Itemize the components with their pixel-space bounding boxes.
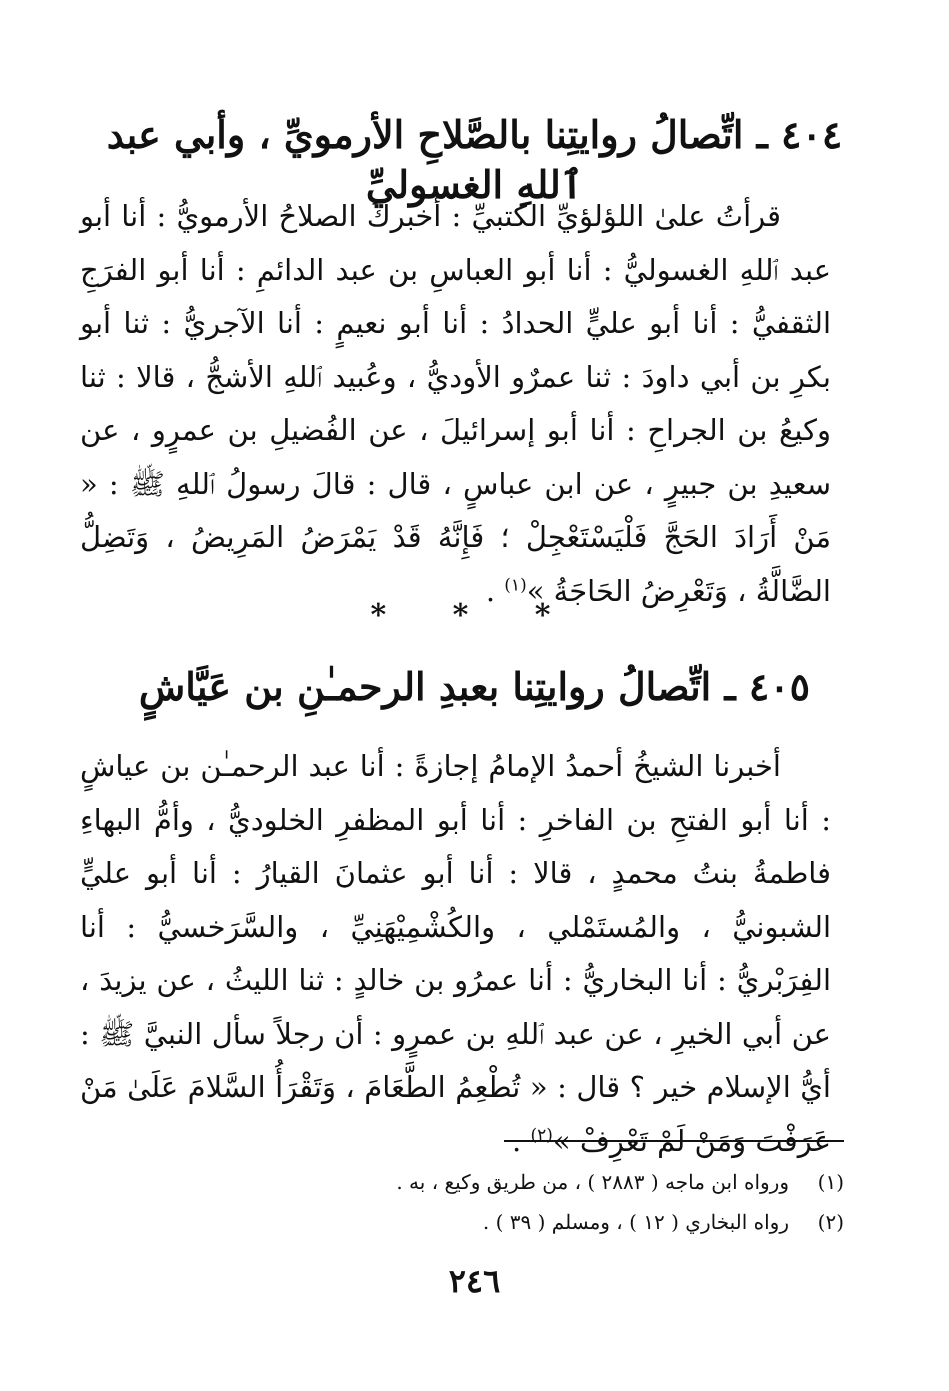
footnote-ref-1: (١) <box>504 574 527 595</box>
footnote-2 <box>200 1202 844 1242</box>
section-404-body: قرأتُ علىٰ اللؤلؤيِّ الكتبيِّ : أخبركَ الصلاحُ الأرمويُّ : أنا أبو عبد ٱللهِ الغسوليُّ : أنا أبو العباسِ بن عبد الدائمِ : أنا أبو الفرَجِ الثقفيُّ : أنا أبو عليٍّ الحدادُ : أنا أبو نعيمٍ : أنا الآجريُّ : ثنا أبو بكرِ بن أبي داودَ : ثنا عمرٌو الأوديُّ ، وعُبيد ٱللهِ الأشجُّ ، قالا : ثنا وكيعُ بن الجراحِ : أنا أبو إسرائيلَ ، عن الفُضيلِ بن عمرٍو ، عن سعيدِ بن جبيرٍ ، عن ابن عباسٍ ، قال : قالَ رسولُ ٱللهِ ﷺ : « مَنْ أَرَادَ الحَجَّ فَلْيَسْتَعْجِلْ ؛ فَإِنَّهُ قَدْ يَمْرَضُ المَرِيضُ ، وَتَضِلُّ الضَّالَّةُ ، وَتَعْرِضُ الحَاجَةُ » <box>80 199 831 608</box>
section-405-title: ٤٠٥ ـ اتِّصالُ روايتِنا بعبدِ الرحمـٰنِ بن عَيَّاشٍ <box>138 664 811 709</box>
footnotes <box>200 1162 844 1242</box>
footnote-number: (١) <box>817 1170 844 1194</box>
section-405-body: أخبرنا الشيخُ أحمدُ الإمامُ إجازةً : أنا عبد الرحمـٰن بن عياشٍ : أنا أبو الفتحِ بن الفاخرِ : أنا أبو المظفرِ الخلوديُّ ، وأمُّ البهاءِ فاطمةُ بنتُ محمدٍ ، قالا : أنا أبو عثمانَ القيارُ : أنا أبو عليٍّ الشبونيُّ ، والمُستَمْلي ، والكُشْمِيْهَنِيِّ ، والسَّرَخسيُّ : أنا الفِرَبْريُّ : أنا البخاريُّ : أنا عمرُو بن خالدٍ : ثنا الليثُ ، عن يزيدَ ، عن أبي الخيرِ ، عن عبد ٱللهِ بن عمرٍو : أن رجلاً سأل النبيَّ ﷺ : أيُّ الإسلام خير ؟ قال : « تُطْعِمُ الطَّعَامَ ، وَتَقْرَأُ السَّلامَ عَلَىٰ مَنْ عَرَفْتَ وَمَنْ لَمْ تَعْرِفْ » <box>80 749 831 1158</box>
footnote-1 <box>200 1162 844 1202</box>
section-405-text <box>80 740 831 1168</box>
section-separator: * * * <box>370 598 579 633</box>
section-404-end: . <box>485 573 505 608</box>
footnote-ref-2: (٢) <box>530 1124 553 1145</box>
footnote-divider <box>504 1140 844 1142</box>
section-404-text <box>80 190 831 618</box>
footnote-number: (٢) <box>817 1210 844 1234</box>
footnote-text: رواه البخاري ( ١٢ ) ، ومسلم ( ٣٩ ) . <box>482 1210 789 1234</box>
footnote-text: ورواه ابن ماجه ( ٢٨٨٣ ) ، من طريق وكيع ، به . <box>396 1170 789 1194</box>
section-404-title: ٤٠٤ ـ اتِّصالُ روايتِنا بالصَّلاحِ الأرمويِّ ، وأبي عبد ٱللهِ الغسوليِّ <box>106 112 843 207</box>
page-number: ٢٤٦ <box>448 1262 501 1300</box>
section-405-end: . <box>512 1123 531 1158</box>
